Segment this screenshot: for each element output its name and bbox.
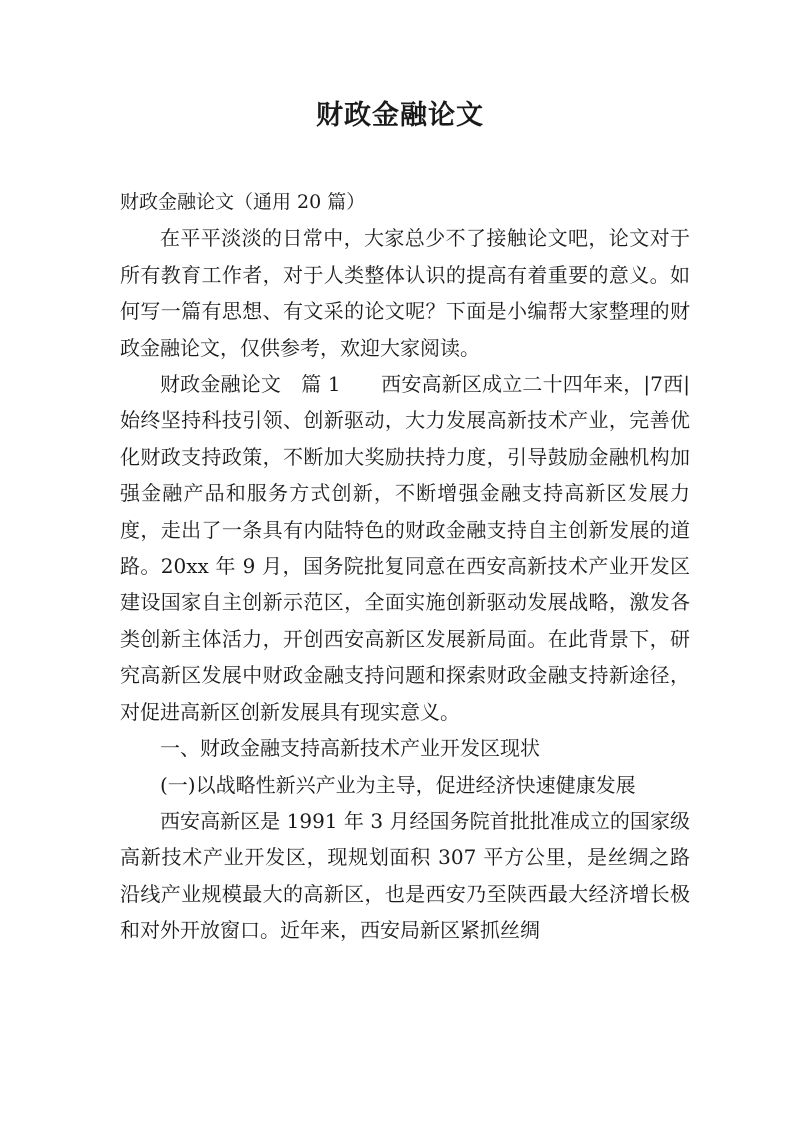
subsection-heading: (一)以战略性新兴产业为主导，促进经济快速健康发展 xyxy=(160,772,636,797)
document-subtitle: 财政金融论文（通用 20 篇） xyxy=(120,191,366,213)
document-body xyxy=(120,184,690,949)
intro-paragraph: 在平平淡淡的日常中，大家总少不了接触论文吧，论文对于所有教育工作者，对于人类整体认识的提高有着重要的意义。如何写一篇有思想、有文采的论文呢？下面是小编帮大家整理的财政金融论文，仅供参考，欢迎大家阅读。 xyxy=(120,226,690,360)
section-heading: 一、财政金融支持高新技术产业开发区现状 xyxy=(160,736,540,761)
document-title: 财政金融论文 xyxy=(316,100,484,131)
article-1-paragraph: 财政金融论文 篇 1 西安高新区成立二十四年来，|7西|始终坚持科技引领、创新驱动，大力发展高新技术产业，完善优化财政支持政策，不断加大奖励扶持力度，引导鼓励金融机构加强金融产品和服务方式创新，不断增强金融支持高新区发展力度，走出了一条具有内陆特色的财政金融支持自主创新发展的道路。20xx 年 9 月，国务院批复同意在西安高新技术产业开发区建设国家自主创新示范区，全面实施创新驱动发展战略，激发各类创新主体活力，开创西安高新区发展新局面。在此背景下，研究高新区发展中财政金融支持问题和探索财政金融支持新途径，对促进高新区创新发展具有现实意义。 xyxy=(120,372,690,724)
body-paragraph: 西安高新区是 1991 年 3 月经国务院首批批准成立的国家级高新技术产业开发区，现规划面积 307 平方公里，是丝绸之路沿线产业规模最大的高新区，也是西安乃至陕西最大经济增长极和对外开放窗口。近年来，西安局新区紧抓丝绸 xyxy=(120,808,690,943)
